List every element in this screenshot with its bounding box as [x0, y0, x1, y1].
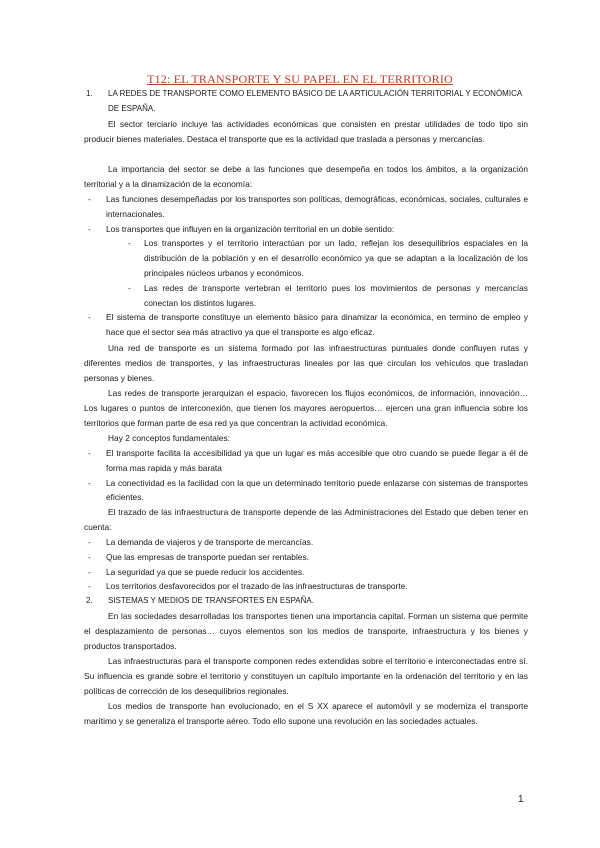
list-item: - Los territorios desfavorecidos por el trazado de las infraestructuras de transporte. — [88, 581, 408, 592]
section-1-heading — [84, 87, 528, 117]
list-item-text: El transporte facilita la accesibilidad ya que un lugar es más accesible que otro cuando se puede llegar a él de forma mas rapida y más barata — [106, 448, 528, 473]
concept-list — [84, 446, 528, 505]
section-1-paragraph-2: La importancia del sector se debe a las funciones que desempeña en todos los ámbitos, a la organización territorial y a la dinamización de la economía: — [84, 164, 528, 189]
list-item: - El sistema de transporte constituye un elemento básico para dinamizar la económica, en termino de empleo y hace que el sector sea más atractivo ya que el transporte es algo eficaz. — [88, 312, 528, 338]
sub-list-item-text: Las redes de transporte vertebran el territorio pues los movimientos de personas y mercancías conectan los distintos lugares. — [144, 282, 528, 308]
list-item-text: La demanda de viajeros y de transporte de mercancías. — [106, 537, 314, 547]
section-2-heading — [84, 594, 528, 609]
section-2-heading-text: SISTEMAS Y MEDIOS DE TRANSFORTES EN ESPAÑA. — [108, 596, 314, 605]
list-item: - La seguridad ya que se puede reducir los accidentes. — [88, 566, 305, 577]
list-item: - El transporte facilita la accesibilidad ya que un lugar es más accesible que otro cuando se puede llegar a él de forma mas rapida y más barata — [88, 448, 528, 473]
list-item: - La demanda de viajeros y de transporte de mercancías. — [88, 537, 314, 547]
paragraph — [84, 162, 528, 192]
section-1-number: 1. — [86, 89, 93, 98]
list-item-text: Las funciones desempeñadas por los transportes son políticas, demográficas, económicas, sociales, culturales e internacionales. — [106, 194, 528, 219]
list-item-text: La seguridad ya que se puede reducir los accidentes. — [106, 566, 305, 577]
list-item: - Los transportes que influyen en la organización territorial en un doble sentido: — [88, 223, 395, 234]
paragraph — [84, 654, 528, 698]
list-item-text: Que las empresas de transporte puedan ser rentables. — [106, 551, 309, 562]
list-item-text: Los transportes que influyen en la organización territorial en un doble sentido: — [106, 223, 395, 234]
paragraph — [84, 386, 528, 430]
paragraph — [84, 117, 528, 147]
list-item: - Las funciones desempeñadas por los transportes son políticas, demográficas, económicas, sociales, culturales e internacionales. — [88, 194, 528, 219]
paragraph — [84, 341, 528, 385]
list-item: - La conectividad es la facilidad con la que un determinado territorio puede enlazarse con sistemas de transportes eficientes. — [88, 477, 528, 503]
list-item: - Que las empresas de transporte puedan ser rentables. — [88, 551, 309, 562]
paragraph — [84, 505, 528, 535]
sub-list-item: - Las redes de transporte vertebran el territorio pues los movimientos de personas y mercancías conectan los distintos lugares. — [128, 282, 528, 308]
section-1-paragraph-6: El trazado de las infraestructura de transporte depende de las Administraciones del Estado que deben tener en cuenta: — [84, 507, 528, 532]
section-1-paragraph-5: Hay 2 conceptos fundamentales: — [108, 433, 230, 443]
section-2-paragraph-2: Las infraestructuras para el transporte componen redes extendidas sobre el territorio e interconectadas entre sí. Su influencia es grande sobre el territorio y constituyen un capítulo importante en la ordenación del territorio y en las políticas de corrección de los desequilibrios regionales. — [84, 656, 528, 696]
paragraph — [84, 609, 528, 653]
section-1-paragraph-4: Las redes de transporte jerarquizan el espacio, favorecen los flujos económicos, de información, innovación… Los lugares o puntos de interconexión, que tienen los mayores aeropuertos… ejercen una gran influencia sobre los territorios que forman parte de esa red ya que concentran la actividad económica. — [84, 388, 528, 428]
list-item-text: La conectividad es la facilidad con la que un determinado territorio puede enlazarse con sistemas de transportes eficientes. — [106, 477, 528, 503]
list-item-text: El sistema de transporte constituye un elemento básico para dinamizar la económica, en termino de empleo y hace que el sector sea más atractivo ya que el transporte es algo eficaz. — [106, 312, 528, 338]
section-2-number: 2. — [86, 596, 93, 605]
list-item-text: Los territorios desfavorecidos por el trazado de las infraestructuras de transporte. — [106, 581, 408, 592]
page-number: 1 — [518, 794, 524, 805]
section-1-paragraph-3: Una red de transporte es un sistema formado por las infraestructuras puntuales donde confluyen rutas y diferentes medios de transportes, y las infraestructuras lineales por las que circulan los vehículos que trasladan personas y bienes. — [84, 343, 528, 383]
paragraph — [84, 699, 528, 729]
paragraph — [84, 431, 528, 446]
section-1-heading-text: LA REDES DE TRANSPORTE COMO ELEMENTO BÁSICO DE LA ARTICULACIÓN TERRITORIAL Y ECONÓMICA DE ESPAÑA. — [108, 89, 522, 113]
bullet-list — [84, 192, 528, 340]
sub-list-item: - Los transportes y el territorio interactúan por un lado, reflejan los desequilibrios espaciales en la distribución de la población y en el desarrollo económico ya que se adaptan a la localización de los principales núcleos urbanos y económicos. — [128, 238, 528, 278]
section-2-paragraph-1: En las sociedades desarrolladas los transportes tienen una importancia capital. Forman un sistema que permite el desplazamiento de personas… cuyos elementos son los medios de transporte, infraestructura y los bienes y productos transportados. — [84, 611, 528, 651]
section-1-paragraph-1: El sector terciario incluye las actividades económicas que consisten en prestar utilidades de todo tipo sin producir bienes materiales. Destaca el transporte que es la actividad que traslada a personas y mercancías. — [84, 119, 528, 144]
section-2-paragraph-3: Los medios de transporte han evolucionado, en el S XX aparece el automóvil y se moderniza el transporte marítimo y se generaliza el transporte aéreo. Todo ello supone una revolución en las sociedades actuales. — [84, 701, 528, 726]
considerations-list — [84, 535, 528, 594]
sub-list-item-text: Los transportes y el territorio interactúan por un lado, reflejan los desequilibrios espaciales en la distribución de la población y en el desarrollo económico ya que se adaptan a la localización de los principales núcleos urbanos y económicos. — [144, 238, 528, 278]
document-title: T12: EL TRANSPORTE Y SU PAPEL EN EL TERRITORIO — [147, 72, 453, 86]
